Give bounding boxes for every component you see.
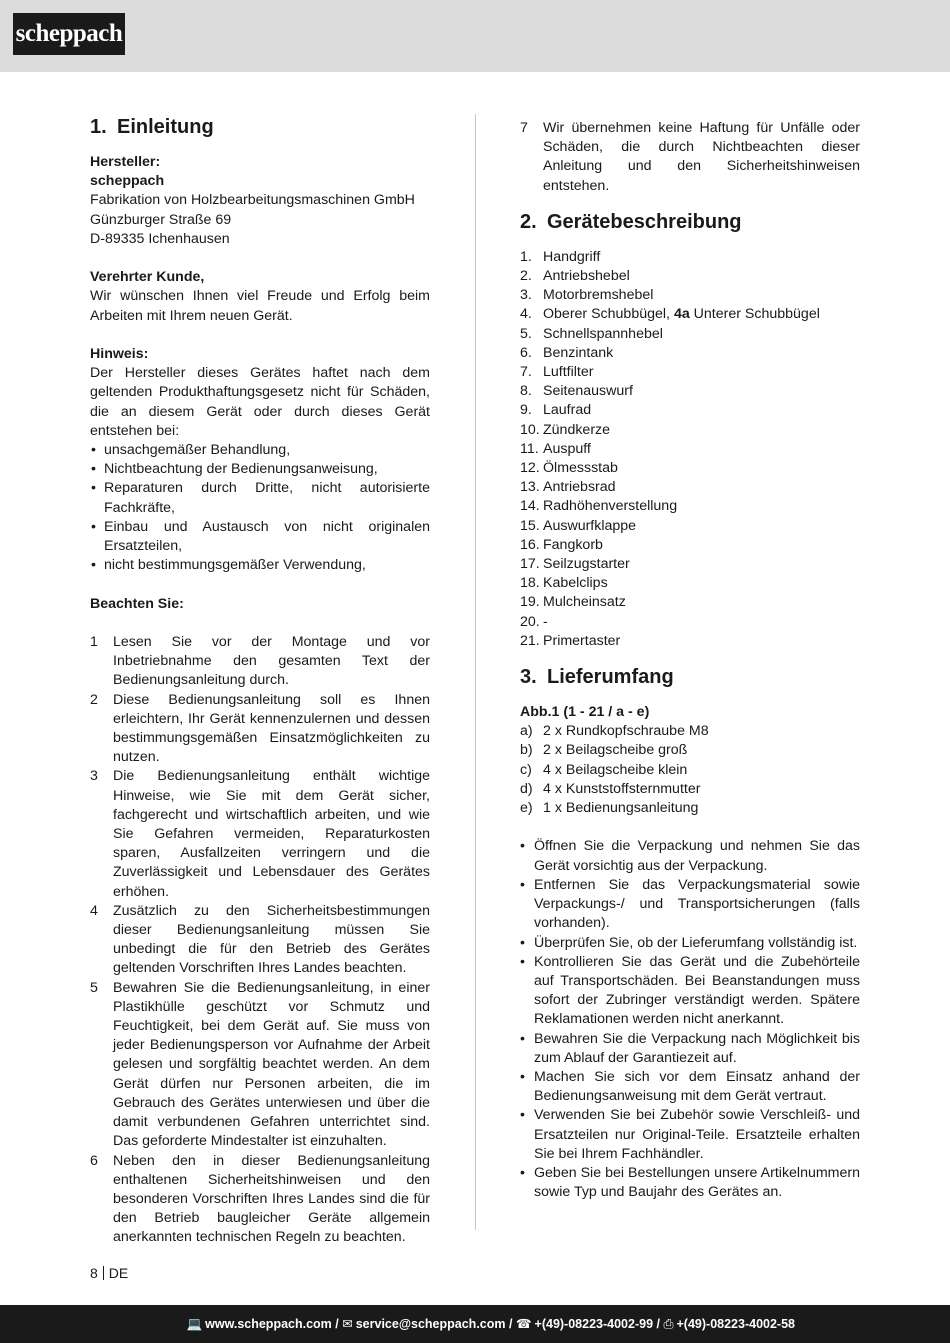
manufacturer-name: scheppach [90,173,165,190]
note-bullet: • nicht bestimmungsgemäßer Verwendung, [90,556,430,575]
address-line: Günzburger Straße 69 [90,211,232,228]
part-item: 11. Auspuff [520,440,591,457]
section-heading-lieferumfang: 3. Lieferumfang [520,666,674,689]
part-item: 12. Ölmessstab [520,460,618,477]
fax-icon: ⎙ [663,1317,674,1331]
scheppach-logo: scheppach [13,13,125,55]
fax-number: +(49)-08223-4002-58 [676,1317,795,1331]
observe-item: 1 Lesen Sie vor der Montage und vor Inbetriebnahme den gesamten Text der Bedienungsanleitung durch. [90,634,430,689]
instruction-list [520,837,860,1202]
scope-item: b) 2 x Beilagscheibe groß [520,742,688,759]
observe-label: Beachten Sie: [90,595,184,612]
instruction-bullet: • Verwenden Sie bei Zubehör sowie Verschleiß- und Ersatzteilen nur Original-Teile. Ersatzteile erhalten Sie bei Ihrem Fachhändler. [520,1106,860,1164]
phone-icon: ☎ [515,1317,532,1331]
part-item: 19. Mulcheinsatz [520,594,626,611]
instruction-bullet: • Geben Sie bei Bestellungen unsere Artikelnummern sowie Typ und Baujahr des Gerätes an. [520,1164,860,1202]
part-item: 18. Kabelclips [520,575,608,592]
figure-label: Abb.1 (1 - 21 / a - e) [520,704,650,721]
part-item: 13. Antriebsrad [520,479,616,496]
scope-list [520,722,860,818]
scope-item: e) 1 x Bedienungsanleitung [520,800,699,817]
instruction-bullet: • Entfernen Sie das Verpackungsmaterial sowie Verpackungs-/ und Transportsicherungen (falls vorhanden). [520,876,860,934]
part-item: 10. Zündkerze [520,421,611,438]
part-item: 2. Antriebshebel [520,268,630,285]
note-bullet: • Reparaturen durch Dritte, nicht autorisierte Fachkräfte, [90,479,430,517]
customer-label: Verehrter Kunde, [90,269,205,286]
section-heading-geraetebeschreibung: 2. Gerätebeschreibung [520,210,742,233]
part-item: 1. Handgriff [520,248,601,265]
right-column [520,119,860,1202]
left-column [90,112,430,1248]
customer-text: Wir wünschen Ihnen viel Freude und Erfolg beim Arbeiten mit Ihrem neuen Gerät. [90,288,430,324]
part-item: 4. Oberer Schubbügel, 4a Unterer Schubbügel [520,306,820,323]
part-item: 15. Auswurfklappe [520,517,637,534]
instruction-bullet: • Kontrollieren Sie das Gerät und die Zubehörteile auf Transportschäden. Bei Beanstandungen muss sofort der Zubringer verständigt werden. Spätere Reklamationen werden nicht anerkannt. [520,953,860,1030]
observe-item: 7 Wir übernehmen keine Haftung für Unfälle oder Schäden, die durch Nichtbeachten dieser Anleitung und den Sicherheitshinweisen entstehen. [520,120,860,194]
part-item: 21. Primertaster [520,632,621,649]
note-bullet: • Einbau und Austausch von nicht originalen Ersatzteilen, [90,518,430,556]
page-number: 8 DE [90,1265,129,1281]
observe-item: 2 Diese Bedienungsanleitung soll es Ihnen erleichtern, Ihr Gerät kennenzulernen und dessen bestimmungsgemäßen Einsatzmöglichkeiten zu nutzen. [90,691,430,766]
note-bullet: • Nichtbeachtung der Bedienungsanweisung, [90,460,430,479]
website-link[interactable]: www.scheppach.com [205,1317,332,1331]
part-item: 16. Fangkorb [520,536,603,553]
note-text: Der Hersteller dieses Gerätes haftet nach dem geltenden Produkthaftungsgesetz nicht für Schäden, die an diesem Gerät oder durch dieses Gerät entstehen bei: [90,365,430,439]
observe-item: 6 Neben den in dieser Bedienungsanleitung enthaltenen Sicherheitshinweisen und den besonderen Vorschriften Ihres Landes sind die für den Betrieb baugleicher Geräte allgemein anerkannten technischen Regeln zu beachten. [90,1152,430,1246]
part-item: 9. Laufrad [520,402,592,419]
scope-item: a) 2 x Rundkopfschraube M8 [520,723,709,740]
instruction-bullet: • Überprüfen Sie, ob der Lieferumfang vollständig ist. [520,934,860,953]
part-item: 3. Motorbremshebel [520,287,654,304]
instruction-bullet: • Machen Sie sich vor dem Einsatz anhand der Bedienungsanweisung mit dem Gerät vertraut. [520,1068,860,1106]
observe-item: 3 Die Bedienungsanleitung enthält wichtige Hinweise, wie Sie mit dem Gerät sicher, fachgerecht und wirtschaftlich arbeiten, und wie Sie Gefahren vermeiden, Reparaturkosten sparen, Ausfallzeiten verringern und die Zuverlässigkeit und Lebensdauer des Gerätes erhöhen. [90,768,430,900]
mail-icon: ✉ [342,1317,353,1331]
phone-number: +(49)-08223-4002-99 [534,1317,654,1331]
manufacturer-label: Hersteller: [90,154,161,170]
part-item: 5. Schnellspannhebel [520,325,663,342]
page-header [0,0,950,72]
scope-item: c) 4 x Beilagscheibe klein [520,761,688,778]
column-divider [475,114,476,1230]
instruction-bullet: • Öffnen Sie die Verpackung und nehmen Sie das Gerät vorsichtig aus der Verpackung. [520,837,860,875]
note-label: Hinweis: [90,346,149,362]
instruction-bullet: • Bewahren Sie die Verpackung nach Möglichkeit bis zum Ablauf der Garantiezeit auf. [520,1030,860,1068]
part-item: 17. Seilzugstarter [520,556,630,573]
email-link[interactable]: service@scheppach.com [355,1317,506,1331]
part-item: 8. Seitenauswurf [520,383,633,400]
parts-list [520,248,860,651]
scope-item: d) 4 x Kunststoffsternmutter [520,780,701,797]
part-item: 7. Luftfilter [520,364,594,381]
address-line: Fabrikation von Holzbearbeitungsmaschinen GmbH [90,192,415,209]
observe-item: 5 Bewahren Sie die Bedienungsanleitung, in einer Plastikhülle geschützt vor Schmutz und Feuchtigkeit, bei dem Gerät auf. Sie muss von jeder Bedienungsperson vor Aufnahme der Arbeit gelesen und sorgfältig beachtet werden. An dem Gerät dürfen nur Personen arbeiten, die im Gebrauch des Gerätes unterwiesen und über die damit verbundenen Gefahren unterrichtet sind. Das geforderte Mindestalter ist einzuhalten. [90,979,430,1150]
page-footer: 💻 www.scheppach.com / ✉ service@scheppach.com / ☎ +(49)-08223-4002-99 / ⎙ +(49)-08223-4002-58 [0,1305,950,1343]
observe-item: 4 Zusätzlich zu den Sicherheitsbestimmungen dieser Bedienungsanleitung müssen Sie unbedingt die für den Betrieb des Gerätes geltenden Vorschriften Ihres Landes beachten. [90,902,430,977]
computer-icon: 💻 [186,1317,203,1331]
address-line: D-89335 Ichenhausen [90,230,230,247]
section-heading-einleitung: 1. Einleitung [90,116,214,138]
note-bullet: • unsachgemäßer Behandlung, [90,441,430,460]
part-item: 6. Benzintank [520,344,614,361]
part-item: 20. - [520,613,548,630]
part-item: 14. Radhöhenverstellung [520,498,678,515]
